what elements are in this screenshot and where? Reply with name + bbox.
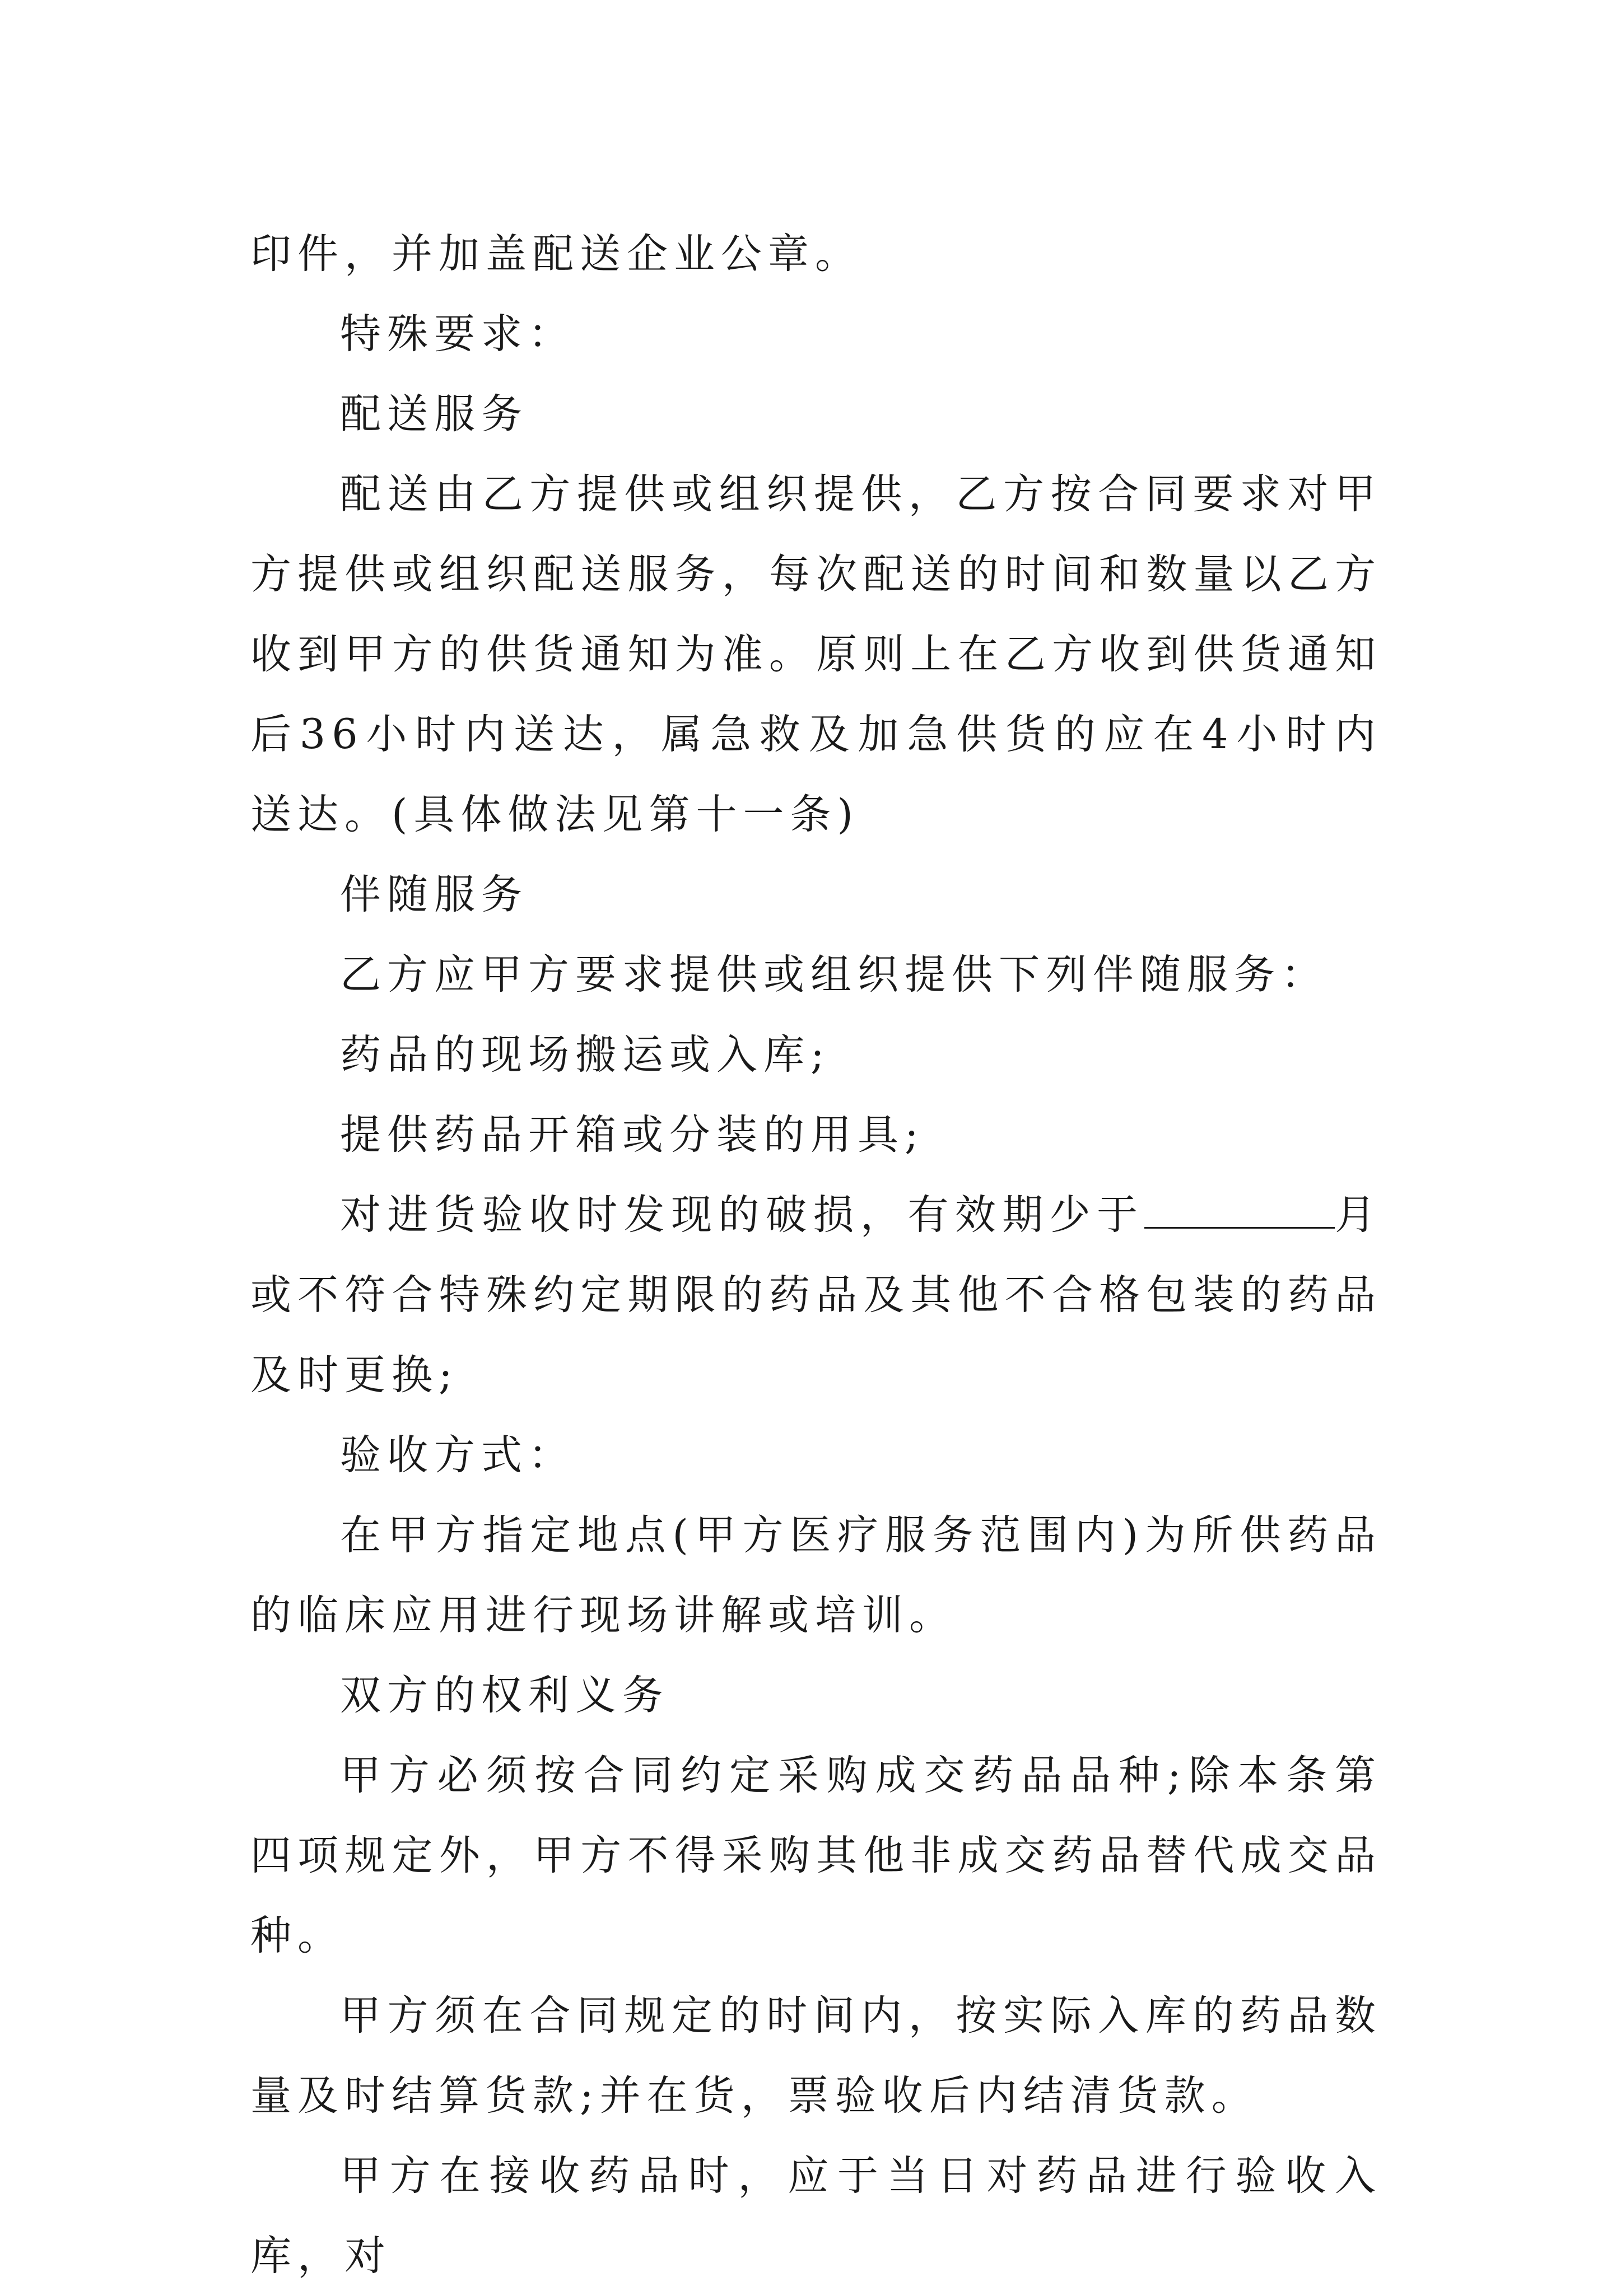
fill-in-blank-line	[1144, 1193, 1335, 1229]
paragraph-training: 在甲方指定地点(甲方医疗服务范围内)为所供药品的临床应用进行现场讲解或培训。	[250, 1511, 1382, 1639]
heading-accompanying-service: 伴随服务	[340, 871, 528, 918]
list-item-tools: 提供药品开箱或分装的用具;	[340, 1111, 925, 1159]
heading-rights-obligations: 双方的权利义务	[340, 1672, 669, 1719]
paragraph-delivery-terms: 配送由乙方提供或组织提供，乙方按合同要求对甲方提供或组织配送服务，每次配送的时间和数量以乙方收到甲方的供货通知为准。原则上在乙方收到供货通知后36小时内送达，属急救及加急供货的应在4小时内送达。(具体做法见第十一条)	[250, 470, 1382, 838]
paragraph-seal-note: 印件，并加盖配送企业公章。	[250, 230, 862, 278]
paragraph-special-requirements: 特殊要求：	[340, 310, 575, 358]
document-body	[250, 214, 1382, 2296]
replacement-text-before: 对进货验收时发现的破损，有效期少于	[340, 1191, 1144, 1239]
list-item-replacement	[250, 1175, 1382, 1415]
paragraph-procurement-obligation: 甲方必须按合同约定采购成交药品品种;除本条第四项规定外，甲方不得采购其他非成交药品替代成交品种。	[250, 1752, 1382, 1959]
paragraph-accompanying-intro: 乙方应甲方要求提供或组织提供下列伴随服务：	[340, 951, 1328, 998]
paragraph-payment-obligation: 甲方须在合同规定的时间内，按实际入库的药品数量及时结算货款;并在货，票验收后内结清货款。	[250, 1992, 1382, 2120]
heading-acceptance-method: 验收方式：	[340, 1431, 575, 1479]
paragraph-receipt-inspection: 甲方在接收药品时，应于当日对药品进行验收入库，对	[250, 2152, 1382, 2280]
heading-delivery-service: 配送服务	[340, 390, 528, 438]
replacement-text-after: 月或不符合特殊约定期限的药品及其他不合格包装的药品及时更换;	[250, 1191, 1382, 1399]
list-item-handling: 药品的现场搬运或入库;	[340, 1031, 831, 1079]
